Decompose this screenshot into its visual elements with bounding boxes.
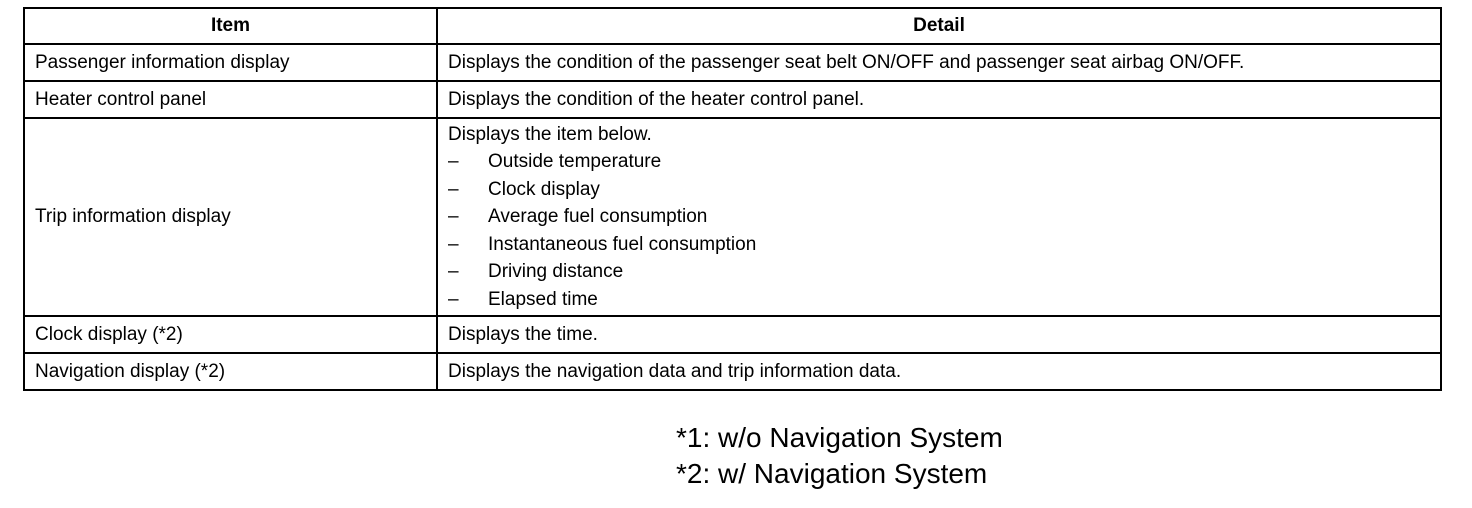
list-item-text: Instantaneous fuel consumption [488,233,757,255]
list-item [448,176,1440,204]
list-dash: – [448,151,459,173]
table-row [24,81,1441,118]
table-row [24,44,1441,81]
item-cell: Trip information display [24,118,437,316]
detail-cell: Displays the condition of the passenger seat belt ON/OFF and passenger seat airbag ON/OFF. [437,44,1441,81]
list-item [448,231,1440,259]
display-items-table [23,7,1442,391]
list-dash: – [448,261,459,283]
detail-intro: Displays the item below. [448,123,652,145]
list-item-text: Driving distance [488,261,624,283]
list-item [448,148,1440,176]
list-item [448,203,1440,231]
list-dash: – [448,233,459,255]
item-cell: Navigation display (*2) [24,353,437,390]
detail-cell: Displays the navigation data and trip information data. [437,353,1441,390]
list-item [448,258,1440,286]
list-item-text: Elapsed time [488,288,598,310]
table-row [24,353,1441,390]
detail-list [448,148,1440,313]
list-item-text: Clock display [488,178,600,200]
table-row [24,316,1441,353]
header-detail: Detail [437,8,1441,44]
list-item-text: Average fuel consumption [488,206,708,228]
item-cell: Heater control panel [24,81,437,118]
detail-cell [437,118,1441,316]
footnote: *2: w/ Navigation System [676,458,988,489]
list-dash: – [448,288,459,310]
list-item-text: Outside temperature [488,151,662,173]
table-header-row [24,8,1441,44]
table-row [24,118,1441,316]
item-cell: Passenger information display [24,44,437,81]
list-dash: – [448,178,459,200]
header-item: Item [24,8,437,44]
detail-cell: Displays the time. [437,316,1441,353]
footnotes [676,420,1003,492]
item-cell: Clock display (*2) [24,316,437,353]
list-dash: – [448,206,459,228]
detail-cell: Displays the condition of the heater control panel. [437,81,1441,118]
list-item [448,286,1440,314]
footnote: *1: w/o Navigation System [676,422,1003,453]
